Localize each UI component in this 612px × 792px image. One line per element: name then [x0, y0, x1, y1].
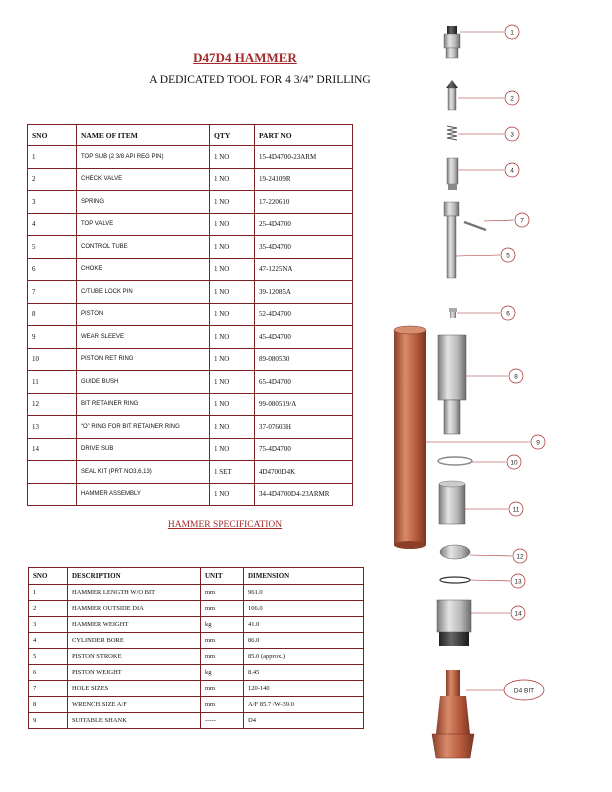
spec_table-row [29, 601, 364, 617]
spec_table-cell-description: PISTON WEIGHT [68, 665, 201, 681]
spec_table-cell-sno: 4 [29, 633, 68, 649]
parts_table-cell-partno: 37-07603H [255, 416, 353, 439]
spec_table-cell-description: WRENCH SIZE A/F [68, 697, 201, 713]
spec-col-sno: SNO [29, 568, 68, 585]
spec_table-cell-sno: 5 [29, 649, 68, 665]
parts_table-cell-qty: 1 NO [210, 348, 255, 371]
parts_table-cell-partno: 47-1225NA [255, 258, 353, 281]
exploded-assembly-drawing [380, 0, 612, 792]
wear-sleeve-part [394, 326, 426, 549]
parts_table-cell-sno: 9 [28, 326, 77, 349]
check-valve-part [446, 80, 458, 110]
parts_table-cell-qty: 1 NO [210, 236, 255, 259]
spec_table-cell-unit: mm [201, 649, 244, 665]
o-ring-part [440, 577, 470, 583]
col-header-item: NAME OF ITEM [77, 125, 210, 146]
parts_table-row [28, 326, 353, 349]
callout-label-3: 3 [510, 131, 514, 139]
spec_table-cell-sno: 2 [29, 601, 68, 617]
parts_table-cell-sno: 5 [28, 236, 77, 259]
parts_table-row [28, 461, 353, 484]
spec-table [28, 567, 364, 729]
callout-label-4: 4 [510, 167, 514, 175]
parts_table-cell-partno: 39-12085A [255, 281, 353, 304]
spec_table-row [29, 697, 364, 713]
spec_table-row [29, 633, 364, 649]
parts_table-cell-sno: 13 [28, 416, 77, 439]
parts_table-cell-sno: 14 [28, 438, 77, 461]
spec_table-cell-description: HOLE SIZES [68, 681, 201, 697]
parts_table-row [28, 371, 353, 394]
parts_table-cell-sno: 2 [28, 168, 77, 191]
parts_table-cell-item: PISTON RET RING [77, 348, 210, 371]
spec_table-cell-description: CYLINDER BORE [68, 633, 201, 649]
col-header-sno: SNO [28, 125, 77, 146]
parts_table-row [28, 213, 353, 236]
spec-col-unit: UNIT [201, 568, 244, 585]
parts_table-cell-partno: 45-4D4700 [255, 326, 353, 349]
bit-retainer-ring-part [440, 545, 470, 559]
parts_table-row [28, 258, 353, 281]
spec_table-cell-sno: 6 [29, 665, 68, 681]
spec_table-row [29, 649, 364, 665]
parts_table-cell-partno: 34-4D4700D4-23ARMR [255, 483, 353, 506]
parts_table-cell-item: WEAR SLEEVE [77, 326, 210, 349]
parts_table-cell-partno: 4D4700D4K [255, 461, 353, 484]
callout-label-9: 9 [536, 439, 540, 447]
parts_table-row [28, 438, 353, 461]
document-title: D47D4 HAMMER [193, 50, 297, 65]
parts_table-cell-qty: 1 NO [210, 168, 255, 191]
choke-part [449, 308, 457, 318]
parts_table-row [28, 168, 353, 191]
spec_table-cell-dimension: D4 [244, 713, 364, 729]
spec_table-cell-unit: kg [201, 617, 244, 633]
parts_table-cell-item: GUIDE BUSH [77, 371, 210, 394]
spec_table-cell-sno: 7 [29, 681, 68, 697]
spec_table-cell-dimension: 120-140 [244, 681, 364, 697]
parts_table-cell-partno: 35-4D4700 [255, 236, 353, 259]
parts_table-cell-sno: 3 [28, 191, 77, 214]
parts_table-row [28, 303, 353, 326]
parts_table-cell-item: PISTON [77, 303, 210, 326]
parts_table-cell-item: TOP VALVE [77, 213, 210, 236]
parts_table-cell-qty: 1 NO [210, 258, 255, 281]
parts_table-cell-item: SPRING [77, 191, 210, 214]
parts_table-cell-item: TOP SUB (2 3/8 API REG PIN) [77, 146, 210, 169]
callout-label-d4-bit: D4 BIT [513, 687, 535, 695]
parts_table-cell-sno: 11 [28, 371, 77, 394]
spec_table-cell-sno: 9 [29, 713, 68, 729]
parts_table-cell-sno: 7 [28, 281, 77, 304]
spec_table-row [29, 713, 364, 729]
parts_table-cell-item: DRIVE SUB [77, 438, 210, 461]
spec_table-cell-description: HAMMER WEIGHT [68, 617, 201, 633]
parts_table-cell-qty: 1 NO [210, 281, 255, 304]
parts_table-cell-qty: 1 SET [210, 461, 255, 484]
parts_table-cell-item: “O” RING FOR BIT RETAINER RING [77, 416, 210, 439]
spec_table-cell-unit: mm [201, 601, 244, 617]
drive-sub-part [437, 600, 471, 646]
spec_table-cell-dimension: 106.0 [244, 601, 364, 617]
parts_table-row [28, 146, 353, 169]
parts_table-cell-sno: 4 [28, 213, 77, 236]
parts_table-cell-qty: 1 NO [210, 416, 255, 439]
parts_table-cell-partno: 89-080530 [255, 348, 353, 371]
parts_table-cell-item: SEAL KIT (PRT NO3,6,13) [77, 461, 210, 484]
parts_table-cell-qty: 1 NO [210, 326, 255, 349]
parts_table-cell-item: CHOKE [77, 258, 210, 281]
spring-part [447, 126, 457, 140]
spec_table-cell-dimension: 85.0 (approx.) [244, 649, 364, 665]
parts_table-cell-partno: 52-4D4700 [255, 303, 353, 326]
callout-label-5: 5 [506, 252, 510, 260]
spec_table-cell-dimension: 8.45 [244, 665, 364, 681]
parts_table-cell-qty: 1 NO [210, 191, 255, 214]
parts_table-cell-qty: 1 NO [210, 438, 255, 461]
spec_table-cell-sno: 3 [29, 617, 68, 633]
parts_table-cell-sno: 8 [28, 303, 77, 326]
callout-label-1: 1 [510, 29, 514, 37]
parts_table-row [28, 483, 353, 506]
top-valve-part [447, 158, 458, 190]
spec_table-cell-unit: ----- [201, 713, 244, 729]
spec_table-row [29, 617, 364, 633]
parts_table-cell-sno: 1 [28, 146, 77, 169]
spec_table-cell-unit: mm [201, 697, 244, 713]
spec_table-cell-unit: mm [201, 681, 244, 697]
spec_table-cell-description: SUITABLE SHANK [68, 713, 201, 729]
guide-bush-part [439, 481, 465, 524]
parts_table-row [28, 281, 353, 304]
parts_table-cell-qty: 1 NO [210, 303, 255, 326]
lock-pin-part [464, 222, 486, 230]
spec_table-row [29, 585, 364, 601]
parts_table-cell-item: CONTROL TUBE [77, 236, 210, 259]
parts-table [27, 124, 353, 506]
parts_table-cell-partno: 17-220610 [255, 191, 353, 214]
parts_table-row [28, 348, 353, 371]
parts_table-row [28, 191, 353, 214]
spec_table-cell-description: PISTON STROKE [68, 649, 201, 665]
parts_table-cell-partno: 19-24109R [255, 168, 353, 191]
spec-col-description: DESCRIPTION [68, 568, 201, 585]
piston-ret-ring-part [438, 457, 472, 465]
top-sub-part [444, 26, 460, 58]
spec_table-cell-dimension: 961.0 [244, 585, 364, 601]
parts_table-cell-partno: 65-4D4700 [255, 371, 353, 394]
document-subtitle: A DEDICATED TOOL FOR 4 3/4” DRILLING [149, 74, 371, 86]
spec-col-dimension: DIMENSION [244, 568, 364, 585]
spec-title: HAMMER SPECIFICATION [167, 520, 283, 530]
spec_table-cell-description: HAMMER LENGTH W/O BIT [68, 585, 201, 601]
parts_table-cell-item: C/TUBE LOCK PIN [77, 281, 210, 304]
spec_table-row [29, 681, 364, 697]
parts_table-row [28, 393, 353, 416]
callout-label-12: 12 [516, 553, 524, 561]
parts_table-cell-partno: 25-4D4700 [255, 213, 353, 236]
col-header-partno: PART NO [255, 125, 353, 146]
spec_table-cell-dimension: 86.0 [244, 633, 364, 649]
spec_table-cell-unit: kg [201, 665, 244, 681]
parts_table-cell-sno [28, 461, 77, 484]
callout-label-13: 13 [514, 578, 522, 586]
parts_table-cell-qty: 1 NO [210, 213, 255, 236]
parts_table-cell-sno: 10 [28, 348, 77, 371]
spec_table-cell-unit: mm [201, 585, 244, 601]
col-header-qty: QTY [210, 125, 255, 146]
parts_table-row [28, 236, 353, 259]
parts_table-cell-partno: 75-4D4700 [255, 438, 353, 461]
parts_table-cell-qty: 1 NO [210, 393, 255, 416]
parts_table-cell-item: HAMMER ASSEMBLY [77, 483, 210, 506]
piston-part [438, 335, 466, 434]
spec_table-cell-sno: 1 [29, 585, 68, 601]
parts_table-cell-sno: 6 [28, 258, 77, 281]
parts_table-cell-sno [28, 483, 77, 506]
parts_table-cell-item: CHECK VALVE [77, 168, 210, 191]
spec-table-header-row [29, 568, 364, 585]
parts_table-cell-qty: 1 NO [210, 371, 255, 394]
callout-label-11: 11 [512, 506, 520, 514]
callout-label-7: 7 [520, 217, 524, 225]
callout-label-2: 2 [510, 95, 514, 103]
parts_table-cell-item: BIT RETAINER RING [77, 393, 210, 416]
parts_table-cell-qty: 1 NO [210, 483, 255, 506]
parts-table-header-row [28, 125, 353, 146]
parts_table-cell-sno: 12 [28, 393, 77, 416]
callout-label-14: 14 [514, 610, 522, 618]
spec_table-cell-description: HAMMER OUTSIDE DIA [68, 601, 201, 617]
callout-label-6: 6 [506, 310, 510, 318]
spec_table-cell-dimension: 41.0 [244, 617, 364, 633]
callout-label-10: 10 [510, 459, 518, 467]
parts_table-cell-qty: 1 NO [210, 146, 255, 169]
callout-label-8: 8 [514, 373, 518, 381]
spec_table-cell-dimension: A/F 85.7 /W-39.0 [244, 697, 364, 713]
d4-bit-part [432, 670, 474, 758]
parts_table-row [28, 416, 353, 439]
spec_table-cell-unit: mm [201, 633, 244, 649]
control-tube-part [444, 202, 459, 278]
parts_table-cell-partno: 15-4D4700-23ARM [255, 146, 353, 169]
spec_table-row [29, 665, 364, 681]
parts_table-cell-partno: 99-080519/A [255, 393, 353, 416]
spec_table-cell-sno: 8 [29, 697, 68, 713]
